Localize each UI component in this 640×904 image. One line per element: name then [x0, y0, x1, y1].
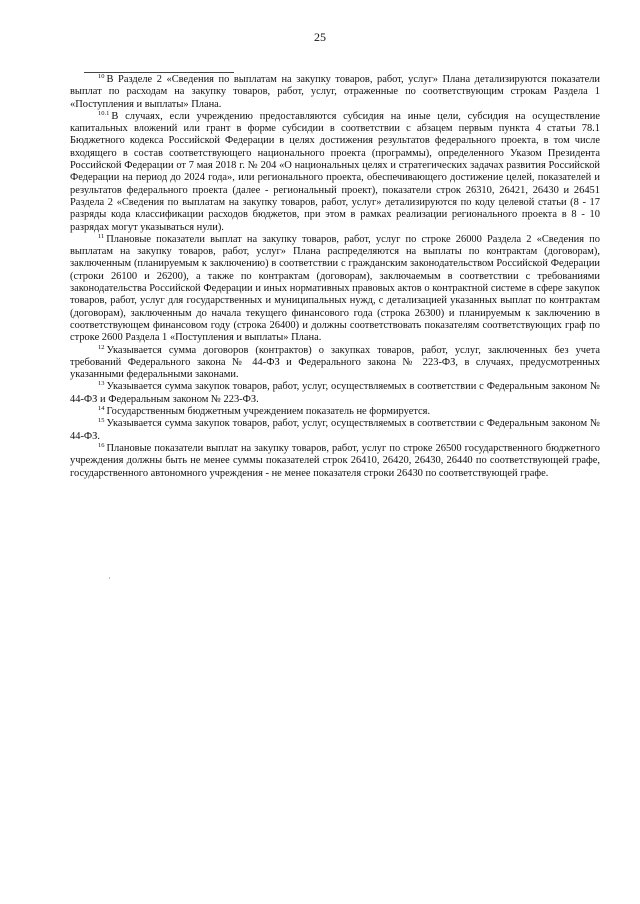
footnote-text: Плановые показатели выплат на закупку товаров, работ, услуг по строке 26500 государственного бюджетного учреждения должны быть не менее суммы показателей строк 26410, 26420, 26430, 26440 по соответствующей графе, государственного автономного учреждения - не менее показателя строки 26430 по соответствующей графе.	[70, 442, 600, 479]
footnote-mark: 10	[98, 73, 105, 80]
footnote-separator	[84, 72, 234, 73]
footnote-text: Плановые показатели выплат на закупку товаров, работ, услуг по строке 26000 Раздела 2 «Сведения по выплатам на закупку товаров, работ, услуг» Плана распределяются на выплаты по контрактам (договорам), заключенным (планируемым к заключению) в соответствии с гражданским законодательством Российской Федерации (строки 26100 и 26200), а также по контрактам (договорам), заключаемым в соответствии с требованиями законодательства Российской Федерации и иных нормативных правовых актов о контрактной системе в сфере закупок товаров, работ, услуг для государственных и муниципальных нужд, с детализацией указанных выплат по контрактам (договорам), заключенным до начала текущего финансового года (строка 26300) и планируемым к заключению в соответствующем финансовом году (строка 26400) и должны соответствовать показателям соответствующих граф по строке 2600 Раздела 1 «Поступления и выплаты» Плана.	[70, 233, 600, 344]
footnote	[70, 74, 600, 111]
footnote-mark: 10.1	[98, 109, 110, 117]
footnote-mark: 12	[98, 343, 105, 351]
footnote	[70, 418, 600, 443]
footnote-text: Указывается сумма закупок товаров, работ, услуг, осуществляемых в соответствии с Федеральным законом № 44-ФЗ.	[70, 418, 600, 442]
footnote	[70, 406, 600, 418]
footnote-text: Государственным бюджетным учреждением показатель не формируется.	[106, 406, 431, 418]
page-number: 25	[314, 30, 326, 44]
footnote	[70, 345, 600, 382]
footnote-mark: 11	[98, 232, 105, 240]
footnote	[70, 234, 600, 345]
footnote-mark: 16	[98, 441, 105, 449]
footnote-mark: 13	[98, 380, 105, 388]
footnote-text: В случаях, если учреждению предоставляются субсидия на иные цели, субсидия на осуществление капитальных вложений или грант в форме субсидии в соответствии с абзацем первым пункта 4 статьи 78.1 Бюджетного кодекса Российской Федерации в целях достижения результатов федерального проекта, в том числе входящего в состав соответствующего национального проекта (программы), определенного Указом Президента Российской Федерации от 7 мая 2018 г. № 204 «О национальных целях и стратегических задачах развития Российской Федерации на период до 2024 года», или регионального проекта, обеспечивающего достижение целей, показателей и результатов федерального проекта (далее - региональный проект), показатели строк 26310, 26421, 26430 и 26451 Раздела 2 «Сведения по выплатам на закупку товаров, работ, услуг» детализируются по коду целевой статьи (8 - 17 разряды кода классификации расходов бюджетов, при этом в рамках реализации регионального проекта в 8 - 10 разрядах могут указываться нули).	[70, 110, 600, 233]
footnote-text: В Разделе 2 «Сведения по выплатам на закупку товаров, работ, услуг» Плана детализируются показатели выплат по расходам на закупку товаров, работ, услуг, отраженные по соответствующим строкам Раздела 1 «Поступления и выплаты» Плана.	[70, 74, 600, 110]
footnote	[70, 111, 600, 234]
footnote-mark: 14	[98, 405, 105, 413]
footnote-mark: 15	[98, 417, 105, 425]
stray-dot: ·	[108, 574, 111, 583]
footnote-text: Указывается сумма закупок товаров, работ, услуг, осуществляемых в соответствии с Федеральным законом № 44-ФЗ и Федеральным законом № 223-ФЗ.	[70, 381, 600, 405]
footnote-text: Указывается сумма договоров (контрактов) о закупках товаров, работ, услуг, заключенных без учета требований Федерального закона № 44-ФЗ и Федерального закона № 223-ФЗ, в случаях, предусмотренных указанными федеральными законами.	[70, 344, 600, 381]
footnotes	[70, 74, 600, 480]
footnote	[70, 381, 600, 406]
footnote	[70, 443, 600, 480]
